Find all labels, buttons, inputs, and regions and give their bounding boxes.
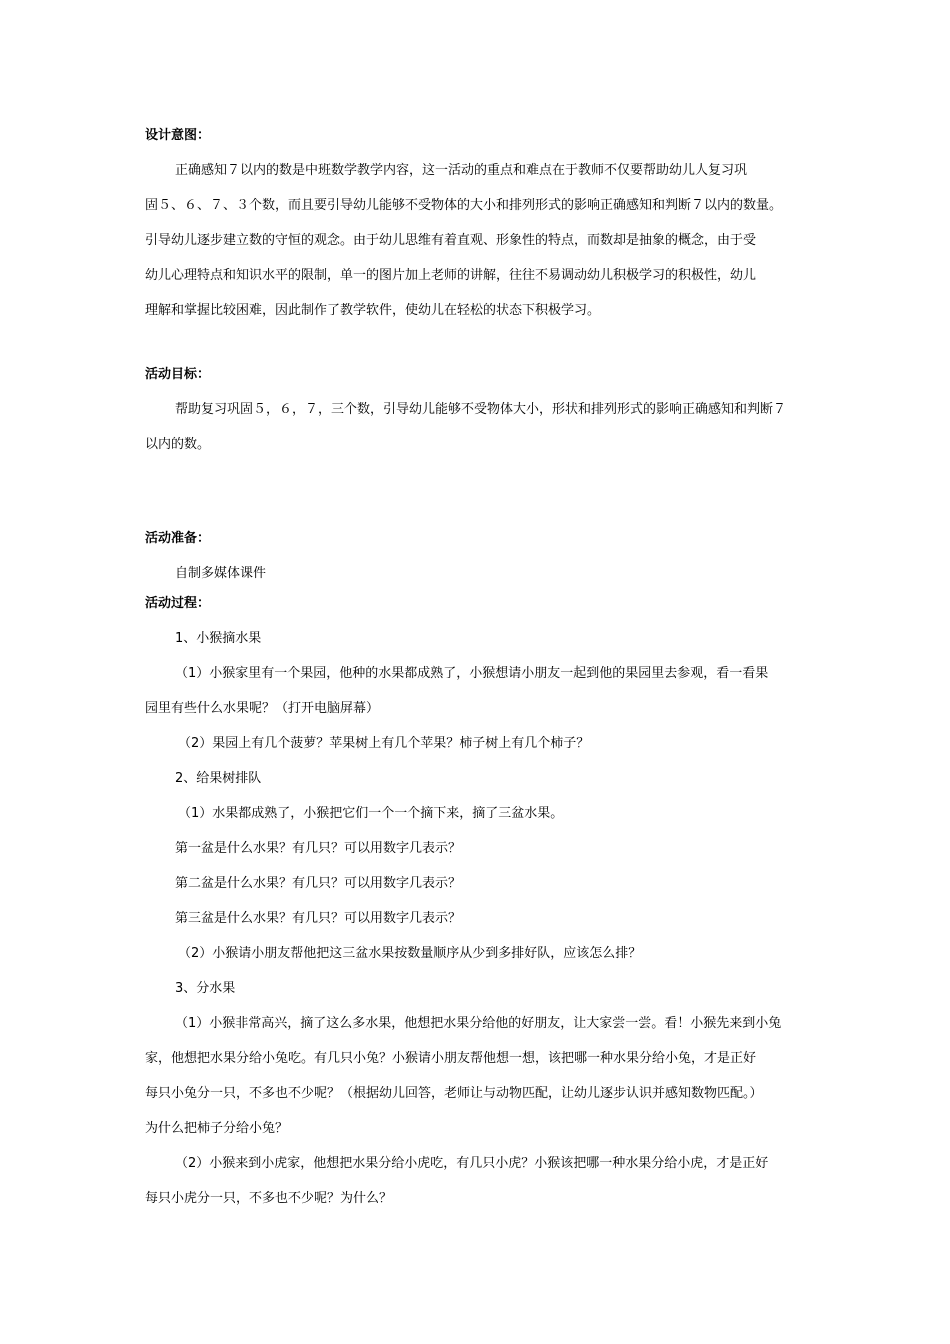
design-intent-line: 引导幼儿逐步建立数的守恒的观念。由于幼儿思维有着直观、形象性的特点，而数却是抽象的概念，由于受 <box>145 233 757 248</box>
design-intent-line: 幼儿心理特点和知识水平的限制，单一的图片加上老师的讲解，往往不易调动幼儿积极学习的积极性，幼儿 <box>145 268 757 283</box>
heading-design-intent: 设计意图： <box>145 128 211 143</box>
heading-goals: 活动目标： <box>145 367 211 382</box>
goals-line: 帮助复习巩固５，６，７，三个数，引导幼儿能够不受物体大小，形状和排列形式的影响正确感知和判断７ <box>175 402 787 417</box>
process-line: （1）小猴家里有一个果园，他种的水果都成熟了，小猴想请小朋友一起到他的果园里去参观，看一看果 <box>175 666 769 681</box>
process-step-title: 1、小猴摘水果 <box>175 631 262 646</box>
process-line: （2）小猴来到小虎家，他想把水果分给小虎吃，有几只小虎？小猴该把哪一种水果分给小虎，才是正好 <box>175 1156 769 1171</box>
design-intent-line: 正确感知７以内的数是中班数学教学内容，这一活动的重点和难点在于教师不仅要帮助幼儿人复习巩 <box>175 163 748 178</box>
heading-process: 活动过程： <box>145 596 211 611</box>
heading-preparation: 活动准备： <box>145 531 211 546</box>
process-line: （1）水果都成熟了，小猴把它们一个一个摘下来，摘了三盆水果。 <box>178 806 564 821</box>
process-line: （1）小猴非常高兴，摘了这么多水果，他想把水果分给他的好朋友，让大家尝一尝。看！小猴先来到小兔 <box>175 1016 782 1031</box>
process-line: 第一盆是什么水果？有几只？可以用数字几表示？ <box>175 841 462 856</box>
process-line: 第二盆是什么水果？有几只？可以用数字几表示？ <box>175 876 462 891</box>
process-step-title: 2、给果树排队 <box>175 771 262 786</box>
process-line: （2）小猴请小朋友帮他把这三盆水果按数量顺序从少到多排好队，应该怎么排？ <box>178 946 642 961</box>
goals-line: 以内的数。 <box>145 437 211 452</box>
process-line: 家，他想把水果分给小兔吃。有几只小兔？小猴请小朋友帮他想一想，该把哪一种水果分给小兔，才是正好 <box>145 1051 757 1066</box>
process-line: 园里有些什么水果呢？（打开电脑屏幕） <box>145 701 380 716</box>
process-line: 为什么把柿子分给小兔？ <box>145 1121 289 1136</box>
process-line: 第三盆是什么水果？有几只？可以用数字几表示？ <box>175 911 462 926</box>
process-line: 每只小兔分一只，不多也不少呢？（根据幼儿回答，老师让与动物匹配，让幼儿逐步认识并感知数物匹配。） <box>145 1086 763 1101</box>
process-line: （2）果园上有几个菠萝？苹果树上有几个苹果？柿子树上有几个柿子？ <box>178 736 590 751</box>
preparation-line: 自制多媒体课件 <box>175 566 267 581</box>
design-intent-line: 固５、６、７、３个数，而且要引导幼儿能够不受物体的大小和排列形式的影响正确感知和判断７以内的数量。 <box>145 198 783 213</box>
design-intent-line: 理解和掌握比较困难，因此制作了教学软件，使幼儿在轻松的状态下积极学习。 <box>145 303 601 318</box>
process-step-title: 3、分水果 <box>175 981 236 996</box>
process-line: 每只小虎分一只，不多也不少呢？为什么？ <box>145 1191 393 1206</box>
